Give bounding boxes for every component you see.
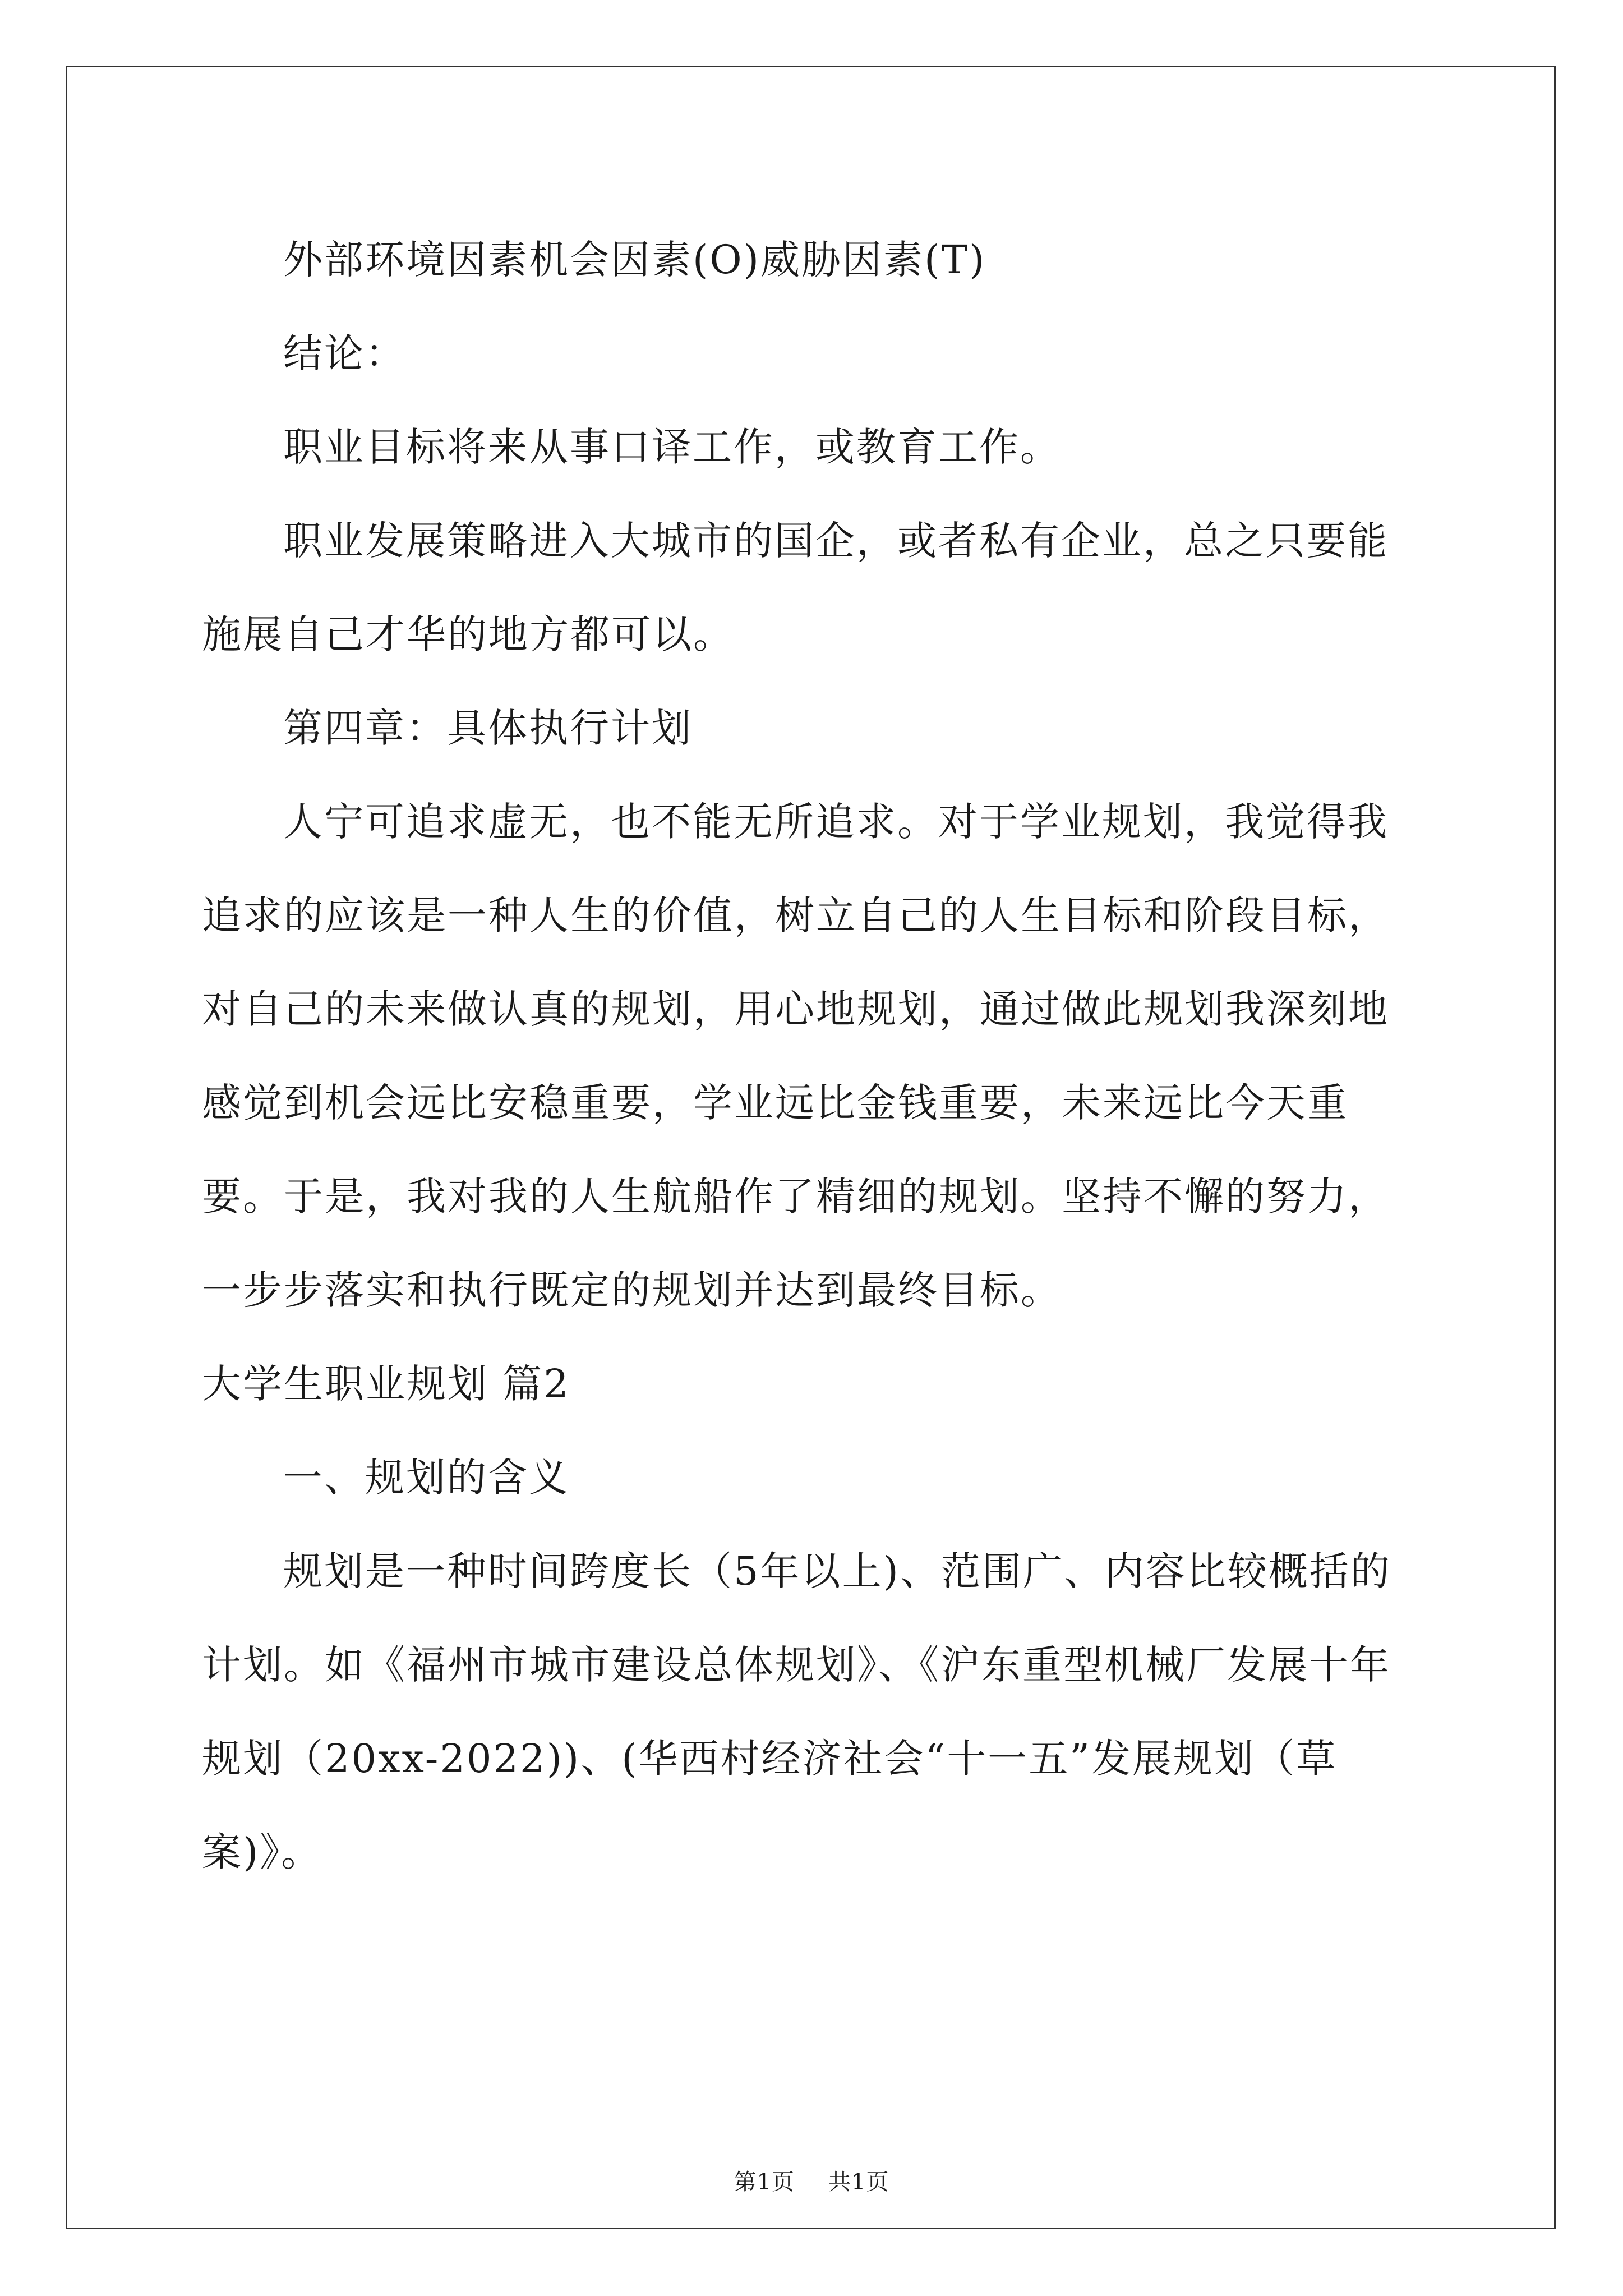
paragraph-execution-plan: 人宁可追求虚无，也不能无所追求。对于学业规划，我觉得我追求的应该是一种人生的价值，树立自己的人生目标和阶段目标，对自己的未来做认真的规划，用心地规划，通过做此规划我深刻地感觉到机会远比安稳重要，学业远比金钱重要，未来远比今天重要。于是，我对我的人生航船作了精细的规划。坚持不懈的努力，一步步落实和执行既定的规划并达到最终目标。 <box>202 799 1389 1313</box>
paragraph-career-goal: 职业目标将来从事口译工作，或教育工作。 <box>283 424 1061 470</box>
document-body <box>202 213 1424 1899</box>
page-number-current: 第1页 <box>734 2169 795 2195</box>
chapter-four-title: 第四章：具体执行计划 <box>283 705 693 751</box>
paragraph-career-strategy: 职业发展策略进入大城市的国企，或者私有企业，总之只要能施展自己才华的地方都可以。 <box>202 518 1389 657</box>
page-number-total: 共1页 <box>828 2169 889 2195</box>
paragraph-conclusion-label: 结论： <box>283 330 406 376</box>
page-footer <box>0 2165 1623 2199</box>
paragraph-plan-definition: 规划是一种时间跨度长（5年以上)、范围广、内容比较概括的计划。如《福州市城市建设总体规划》、《沪东重型机械厂发展十年规划（20xx-2022))、(华西村经济社会“十一五”发展规划（草案)》。 <box>202 1548 1391 1875</box>
paragraph-swot-external: 外部环境因素机会因素(O)威胁因素(T) <box>283 237 986 283</box>
subheading-plan-meaning: 一、规划的含义 <box>283 1455 570 1501</box>
section-heading-part2: 大学生职业规划 篇2 <box>202 1361 570 1407</box>
